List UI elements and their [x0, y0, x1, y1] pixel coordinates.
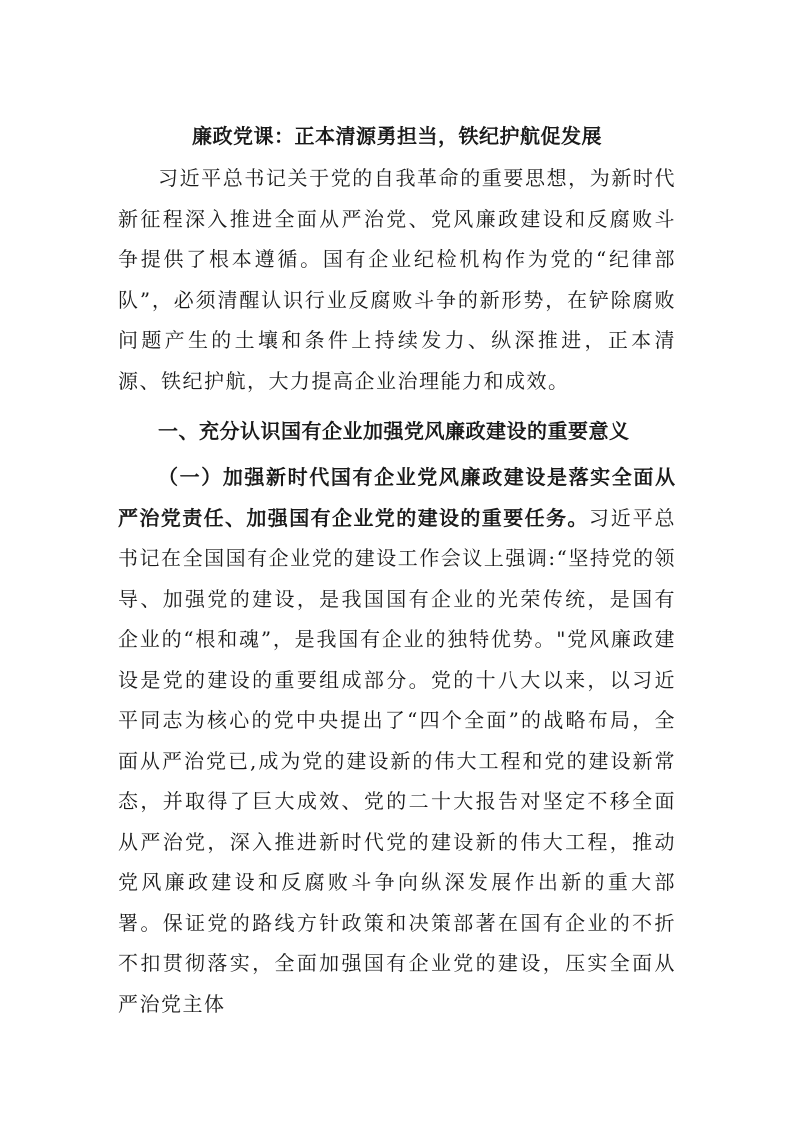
subsection-bold-lead: （一）加强新时代国有企业党风廉政建设是落实全面从严治党责任、加强国有企业党的建设的重要任务。	[118, 465, 676, 530]
subsection-body: 习近平总书记在全国国有企业党的建设工作会议上强调:“坚持党的领导、加强党的建设，是我国国有企业的光荣传统，是国有企业的“根和魂”，是我国有企业的独特优势。"党风廉政建设是党的建设的重要组成部分。党的十八大以来，以习近平同志为核心的党中央提出了“四个全面”的战略布局，全面从严治党已,成为党的建设新的伟大工程和党的建设新常态，并取得了巨大成效、党的二十大报告对坚定不移全面从严治党，深入推进新时代党的建设新的伟大工程，推动党风廉政建设和反腐败斗争向纵深发展作出新的重大部署。保证党的路线方针政策和决策部著在国有企业的不折不扣贯彻落实，全面加强国有企业党的建设，压实全面从严治党主体	[118, 505, 677, 1016]
intro-paragraph: 习近平总书记关于党的自我革命的重要思想，为新时代新征程深入推进全面从严治党、党风廉政建设和反腐败斗争提供了根本遵循。国有企业纪检机构作为党的“纪律部队”，必须清醒认识行业反腐败斗争的新形势，在铲除腐败问题产生的土壤和条件上持续发力、纵深推进，正本清源、铁纪护航，大力提高企业治理能力和成效。	[118, 166, 676, 393]
document-title: 廉政党课：正本清源勇担当，铁纪护航促发展	[192, 124, 602, 148]
subsection-paragraph	[118, 457, 676, 1024]
document-body	[118, 116, 676, 1024]
section-heading: 一、充分认识国有企业加强党风廉政建设的重要意义	[158, 419, 630, 443]
